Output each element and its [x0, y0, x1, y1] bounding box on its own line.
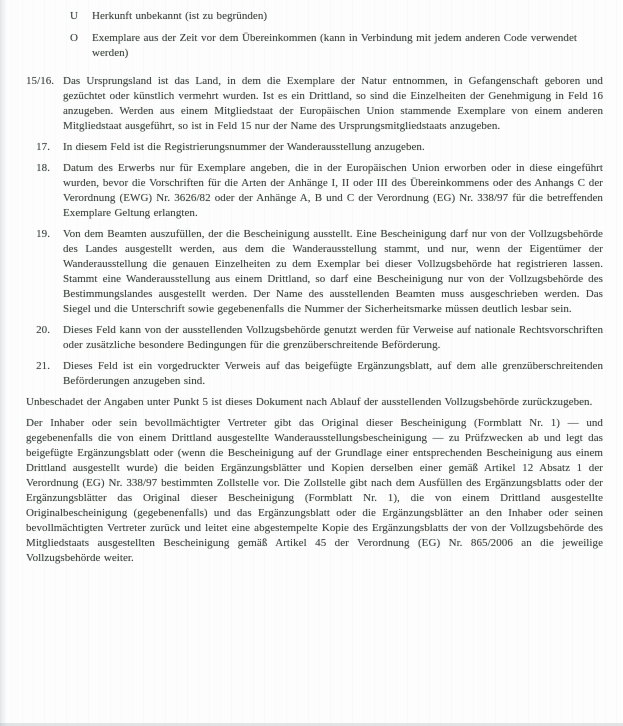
code-text: Herkunft unbekannt (ist zu begründen) — [92, 10, 268, 22]
note-text: Dieses Feld ist ein vorgedruckter Verweis auf das beigefügte Ergänzungsblatt, auf dem alle grenzüberschreitenden Beförderungen anzugeben sind. — [63, 360, 603, 387]
code-text: Exemplare aus der Zeit vor dem Übereinkommen (kann in Verbindung mit jedem anderen Code verwendet werden) — [92, 32, 577, 59]
note-number: 20. — [36, 324, 50, 336]
note-item-20 — [26, 323, 603, 353]
numbered-notes-list — [26, 74, 603, 389]
note-number: 17. — [36, 141, 50, 153]
note-number: 15/16. — [26, 75, 55, 87]
closing-paragraph-return-note: Unbeschadet der Angaben unter Punkt 5 ist dieses Dokument nach Ablauf der ausstellenden Vollzugsbehörde zurückzugeben. — [26, 396, 593, 408]
note-text: In diesem Feld ist die Registrierungsnummer der Wanderausstellung anzugeben. — [63, 141, 425, 153]
page-content — [26, 9, 603, 572]
closing-paragraph-holder-procedure: Der Inhaber oder sein bevollmächtigter Vertreter gibt das Original dieser Bescheinigung (Formblatt Nr. 1) — und gegebenenfalls die von einem Drittland ausgestellte Wanderausstellungsbescheinigung — zu Prüfzwecken ab und legt das beigefügte Ergänzungsblatt oder (wenn die Bescheinigung auf der Grundlage einer entsprechenden Bescheinigung aus einem Drittland ausgestellt wurde) die beiden Ergänzungsblätter und Kopien derselben einer gemäß Artikel 12 Absatz 1 der Verordnung (EG) Nr. 338/97 bestimmten Zollstelle vor. Die Zollstelle gibt nach dem Ausfüllen des Ergänzungsblatts oder der Ergänzungsblätter das Original dieser Bescheinigung (Formblatt Nr. 1), die von einem Drittland ausgestellte Originalbescheinigung (gegebenenfalls) und das Ergänzungsblatt oder die Ergänzungsblätter an den Inhaber oder seinen bevollmächtigten Vertreter zurück und leitet eine abgestempelte Kopie des Ergänzungsblatts der von der Vollzugsbehörde des Mitgliedstaats ausgestellten Bescheinigung gemäß Artikel 45 der Verordnung (EG) Nr. 865/2006 an die jeweilige Vollzugsbehörde weiter. — [26, 417, 603, 564]
code-letter: U — [70, 10, 78, 22]
note-number: 21. — [36, 360, 50, 372]
note-text: Das Ursprungsland ist das Land, in dem die Exemplare der Natur entnommen, in Gefangenschaft geboren und gezüchtet oder künstlich vermehrt wurden. Ist es ein Drittland, so sind die Einzelheiten der Genehmigung in Feld 16 anzugeben. Werden aus einem Mitgliedstaat der Europäischen Union stammende Exemplare von einem anderen Mitgliedstaat ausgeführt, so ist in Feld 15 nur der Name des Ursprungsmitgliedstaats anzugeben. — [63, 75, 603, 132]
note-text: Von dem Beamten auszufüllen, der die Bescheinigung ausstellt. Eine Bescheinigung darf nur von der Vollzugsbehörde des Landes ausgestellt werden, aus dem die Wanderausstellung stammt, und nur, wenn der Eigentümer der Wanderausstellung die genauen Einzelheiten zu dem Exemplar bei dieser Vollzugsbehörde hat registrieren lassen. Stammt eine Wanderausstellung aus einem Drittland, so darf eine Bescheinigung nur von der Vollzugsbehörde des Bestimmungslandes ausgestellt werden. Der Name des ausstellenden Beamten muss ausgeschrieben werden. Das Siegel und die Unterschrift sowie gegebenenfalls die Nummer der Sicherheitsmarke müssen deutlich lesbar sein. — [63, 228, 603, 315]
note-number: 19. — [36, 228, 50, 240]
note-item-18 — [26, 161, 603, 221]
note-item-15-16 — [26, 74, 603, 134]
note-text: Datum des Erwerbs nur für Exemplare angeben, die in der Europäischen Union erworben oder in diese eingeführt wurden, bevor die Vorschriften für die Arten der Anhänge I, II oder III des Übereinkommens oder des Anhangs C der Verordnung (EWG) Nr. 3626/82 oder der Anhänge A, B und C der Verordnung (EG) Nr. 338/97 für die betreffenden Exemplare Geltung erlangten. — [63, 162, 603, 219]
note-item-17 — [26, 140, 603, 155]
note-item-19 — [26, 227, 603, 317]
note-text: Dieses Feld kann von der ausstellenden Vollzugsbehörde genutzt werden für Verweise auf nationale Rechtsvorschriften oder zusätzliche besondere Bedingungen für die grenzüberschreitende Beförderung. — [63, 324, 603, 351]
code-item-u — [26, 9, 603, 24]
note-item-21 — [26, 359, 603, 389]
code-item-o — [26, 31, 603, 61]
note-number: 18. — [36, 162, 50, 174]
origin-code-list — [26, 9, 603, 61]
code-letter: O — [70, 32, 78, 44]
